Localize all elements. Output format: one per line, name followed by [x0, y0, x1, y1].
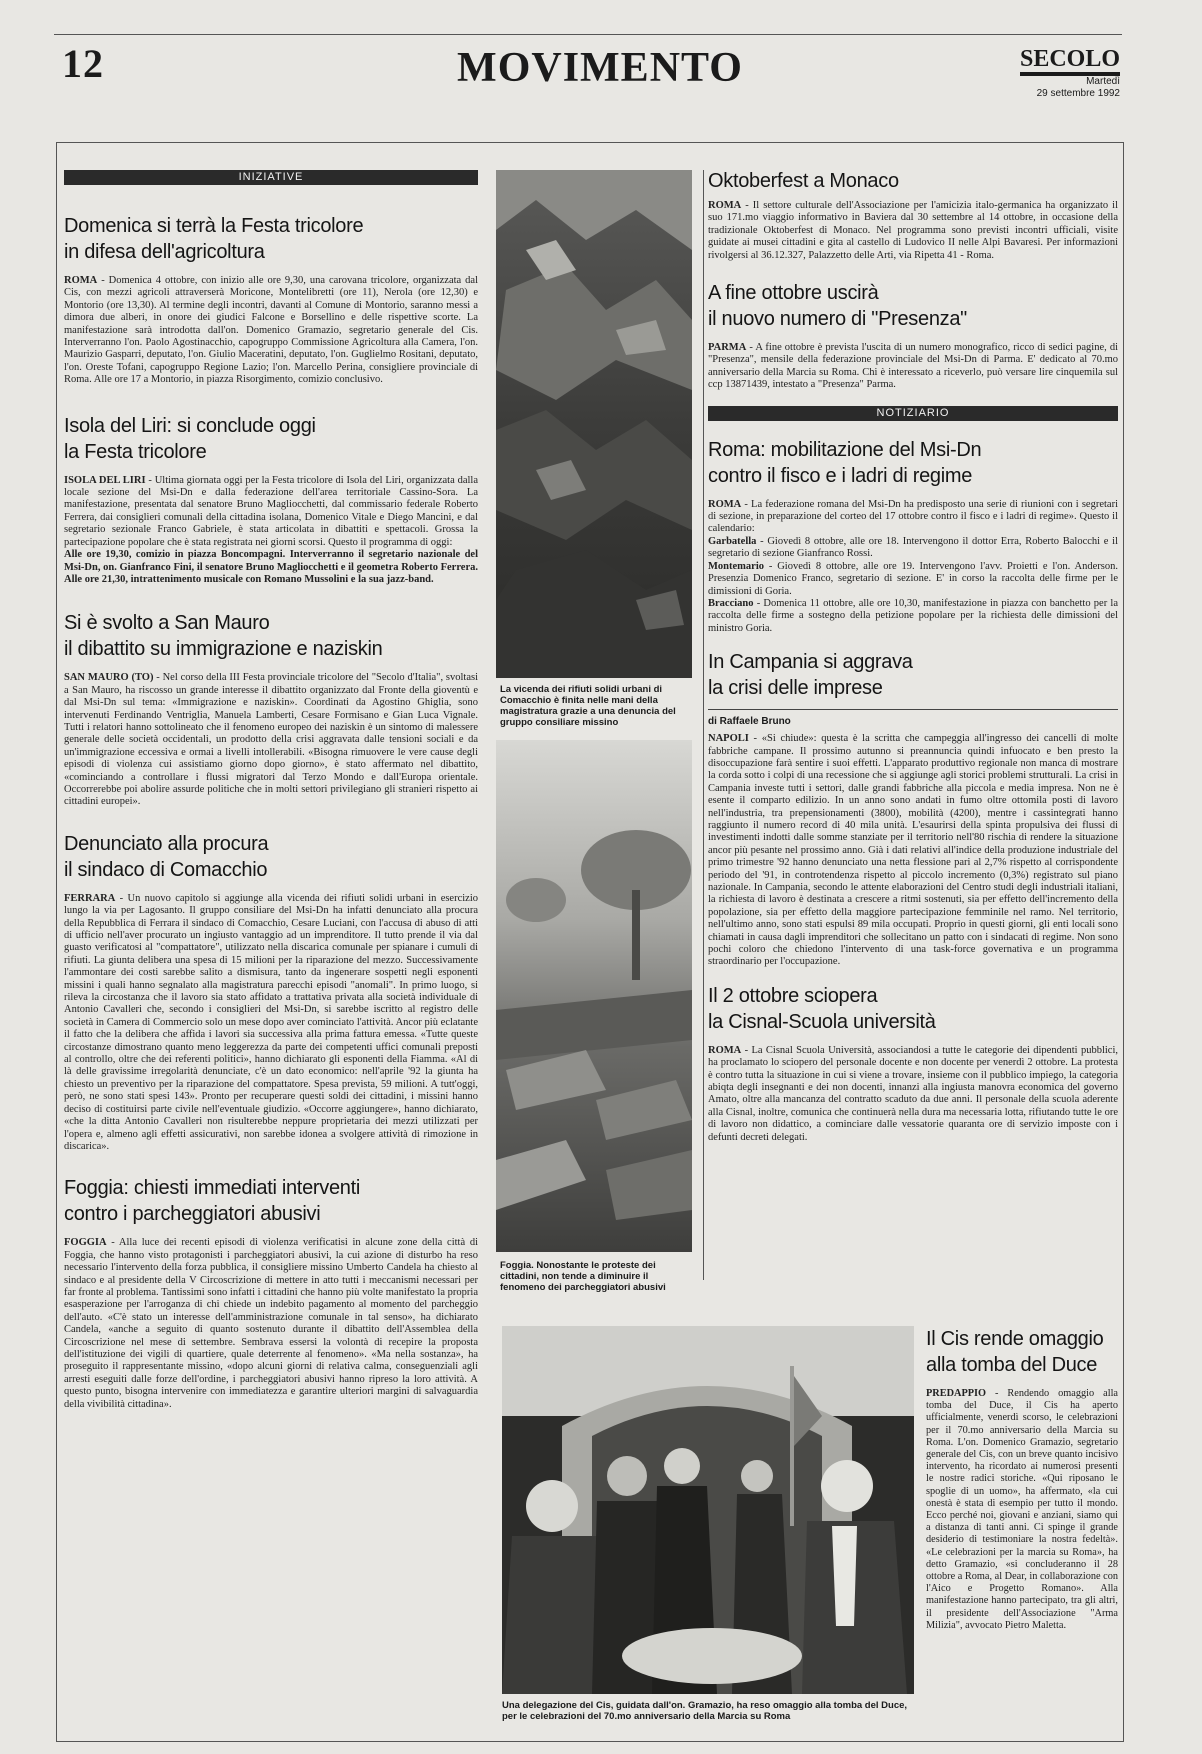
- headline-line-1: Isola del Liri: si conclude oggi: [64, 414, 316, 437]
- section-bar-notiziario: NOTIZIARIO: [708, 406, 1118, 421]
- article-body: [64, 672, 478, 808]
- article-body: [708, 1045, 1118, 1144]
- body-text: - Domenica 4 ottobre, con inizio alle ore 9,30, una carovana tricolore, organizzata dal Cis, con mezzi agricoli attraverserà Moricone, Montelibretti (ore 11), Nerola (ore 12,30) e Montorio (ore 13,30). Al termine degli incontri, davanti al Comune di Montorio, saranno messi a dimora due alberi, in onore dei giudici Falcone e Borsellino e delle rispettive scorte. La manifestazione sarà introdotta dall'on. Domenico Gramazio, segretario generale del Cis. Interverranno l'on. Paolo Agostinacchio, capogruppo Commissione Agricoltura alla Camera, l'on. Maurizio Gasparri, deputato, l'on. Giulio Maceratini, deputato, l'on. Guglielmo Rositani, deputato, l'on. Oreste Tofani, capogruppo Regione Lazio; l'on. Marcello Perina, consigliere provinciale di Roma. Alle ore 17 a Montorio, in piazza Risorgimento, comizio conclusivo.: [64, 275, 478, 386]
- article-body: [64, 893, 478, 1154]
- photo-cis-tomba-duce: [502, 1326, 914, 1694]
- headline-line-2: la Cisnal-Scuola università: [708, 1010, 936, 1033]
- dateline: FERRARA: [64, 892, 116, 904]
- article-oktoberfest: [708, 168, 1118, 262]
- headline: [64, 1175, 478, 1227]
- body-text: - «Si chiude»: questa è la scritta che campeggia all'ingresso dei cancelli di molte fabbriche campane. Il prossimo autunno si preannuncia quindi infuocato e ben presto la disoccupazione farà sentire i suoi effetti. L'apparato produttivo regionale non manca di mostrare la corda sotto i colpi di una recessione che si aggiunge agli storici problemi strutturali. La crisi in Campania investe tutti i settori, dalle grandi fabbriche alla piccola e media impresa. Non ne è esente il comparto edilizio. In un anno sono andati in fumo oltre ottomila posti di lavoro nell'industria, tra prepensionamenti (3800), mobilità (4200), mentre i cassintegrati hanno raggiunto il numero record di 40 mila unità. L'esaurirsi della spinta propulsiva dei flussi di investimenti indotti dalle somme stanziate per il territorio nell'80 rischia di rendere la situazione ancor più pesante nel prossimo anno. Già i dati relativi all'indice della produzione industriale del primo trimestre '92 hanno denunciato una netta flessione pari al 2,7% rispetto al corrispondente periodo del '91, in controtendenza rispetto al piccolo incremento (0,3%) registrato sul piano nazionale. In Campania, secondo le attente elaborazioni del Centro studi degli industriali italiani, la richiesta di lavoro è destinata a crescere a ritmi sostenuti, sia per effetto dell'incremento della popolazione, sia per effetto della maggiore partecipazione femminile nel ramo. Nel territorio, nell'ultimo anno, sono stati espulsi 89 mila occupati. Proprio in questi giorni, gli enti locali sono chiamati in causa dagli imprenditori che sollecitano un patto con i sindacati di regime. Non sono pochi coloro che chiedono l'intervento di una task-force governativa e un programma straordinario per l'occupazione.: [708, 733, 1118, 968]
- headline-line-2: contro i parcheggiatori abusivi: [64, 1203, 321, 1226]
- headline-line-2: contro il fisco e i ladri di regime: [708, 464, 973, 487]
- headline-line-1: Il 2 ottobre sciopera: [708, 984, 878, 1007]
- caption-rifiuti: La vicenda dei rifiuti solidi urbani di Comacchio è finita nelle mani della magistratura grazie a una denuncia del gruppo consiliare missino: [500, 684, 676, 728]
- dateline: FOGGIA: [64, 1237, 107, 1249]
- column-divider: [703, 170, 704, 1280]
- headline-line-2: la Festa tricolore: [64, 440, 207, 463]
- body-text: - La federazione romana del Msi-Dn ha predisposto una serie di riunioni con i segretari di sezione, in preparazione del corteo del 17 ottobre contro il fisco e i ladri di regime». Questo il calendario:: [708, 498, 1118, 535]
- text-bracciano: - Domenica 11 ottobre, alle ore 10,30, manifestazione in piazza con banchetto per la raccolta delle firme a sostegno della petizione popolare per la richiesta delle dimissioni del ministro Goria.: [708, 597, 1118, 634]
- masthead-date: 29 settembre 1992: [1036, 88, 1120, 99]
- headline: [708, 983, 1118, 1035]
- headline: [708, 437, 1118, 489]
- label-bracciano: Bracciano: [708, 597, 754, 609]
- article-cisnal: [708, 983, 1118, 1144]
- body-text: - La Cisnal Scuola Università, associandosi a tutte le categorie dei dipendenti pubblici, ha proclamato lo sciopero del personale docente e non docente per venerdì 2 ottobre. La protesta è contro tutta la situazione in cui si viene a trovare, insieme con il pubblico impiego, la categoria abiqta degli insegnanti e dei non docenti, innanzi alla ingiusta manovra economica del governo Amato, oltre alla mancanza del contratto scaduto da due anni. Il personale della scuola aderente alla Cisnal, inoltre, comunica che continuerà nella dura ma necessaria lotta, rifiutando tutte le ore di lavoro non didattico, a cominciare dalle vessatorie quaranta ore di servizio imposte con i defunti decreti delegati.: [708, 1044, 1118, 1143]
- article-body: [64, 275, 478, 387]
- body-text: - Alla luce dei recenti episodi di violenza verificatisi in alcune zone della città di Foggia, che hanno visto protagonisti i parcheggiatori abusivi, la cui azione di disturbo ha reso necessario l'intervento della forza pubblica, il consigliere missino Umberto Candela ha chiesto al sindaco e al presidente della V Circoscrizione di mettere in atto tutti i meccanismi necessari per far fronte al problema. Tantissimi sono infatti i cittadini che hanno più volte manifestato la propria esasperazione per l'arroganza di chi chiede un indebito pagamento al momento del parcheggio dell'auto. «C'è stato un interesse dell'amministrazione comunale in tal senso», ha dichiarato Candela, «anche a seguito di quanto sostenuto durante il dibattito dell'Assemblea della Circoscrizione nel mese di settembre. Sembrava essersi la volontà di recepire la proposta dell'istituzione dei vigili di quartiere, quale deterrente al fenomeno». «Ma nella sostanza», ha proseguito il rappresentante missino, «dopo alcuni giorni di relativa calma, conseguenziali agli arresti eseguiti dalle forze dell'ordine, i parcheggiatori abusivi hanno ripreso la loro attività. A questo punto, bisogna intervenire con immediatezza e garantire ulteriori margini di salvaguardia della vivibilità cittadina».: [64, 1237, 478, 1410]
- body-text: - A fine ottobre è prevista l'uscita di un numero monografico, ricco di sedici pagine, di "Presenza", mensile della federazione provinciale del Msi-Dn di Parma. E' dedicato al 70.mo anniversario della Marcia su Roma. Chi è interessato a riceverlo, può versare lire cinquemila sul ccp 13871439, intestato a "Presenza" Parma.: [708, 342, 1118, 391]
- body-text: - Rendendo omaggio alla tomba del Duce, il Cis ha aperto ufficialmente, venerdì scorso, le celebrazioni per il 70.mo anniversario della Marcia su Roma. L'on. Domenico Gramazio, segretario generale del Cis, con un breve quanto incisivo intervento, ha ricordato ai numerosi presenti le nostre radici storiche. «Qui riposano le spoglie di un uomo», ha affermato, «la cui onestà è stata di esempio per tutto il mondo. Ecco perché noi, giovani e anziani, siamo qui a distanza di tanti anni. Ci spinge il grande desiderio di testimoniare la nostra fedeltà». «Le celebrazioni per la marcia su Roma», ha detto Gramazio, «si concluderanno il 28 ottobre a Roma, al Dear, in collaborazione con l'Aico e Progetto Romano». Alla manifestazione hanno partecipato, tra gli altri, il presidente dell'Associazione "Arma Milizia", avvocato Pietro Maletta.: [926, 1388, 1119, 1631]
- masthead-day: Martedì: [1086, 76, 1120, 87]
- headline: [708, 649, 1118, 701]
- headline-line-1: A fine ottobre uscirà: [708, 282, 879, 305]
- article-body: [708, 200, 1118, 262]
- article-mobilitazione: [708, 437, 1118, 635]
- article-body: [708, 342, 1118, 392]
- dateline: PARMA: [708, 342, 747, 354]
- headline-line-1: Domenica si terrà la Festa tricolore: [64, 215, 364, 237]
- article-body: [926, 1388, 1118, 1632]
- text-montemario: - Giovedì 8 ottobre, alle ore 19. Intervengono l'avv. Proietti e l'on. Anderson. Presenzia Domenico Franco, segretario di sezione. E' in corso la raccolta delle firme per le dimissioni di Goria.: [708, 560, 1118, 597]
- headline-line-1: Denunciato alla procura: [64, 832, 269, 855]
- article-festa-tricolore: [64, 213, 478, 387]
- dateline: ROMA: [708, 200, 742, 211]
- article-san-mauro: [64, 610, 478, 808]
- dateline: ISOLA DEL LIRI: [64, 474, 146, 486]
- byline: di Raffaele Bruno: [708, 709, 1118, 727]
- headline-line-1: In Campania si aggrava: [708, 651, 913, 674]
- headline-line-1: Il Cis rende omaggio: [926, 1328, 1104, 1350]
- body-text: - Ultima giornata oggi per la Festa tricolore di Isola del Liri, organizzata dalla locale sezione del Msi-Dn e dalla federazione dell'area territoriale Cassino-Sora. La manifestazione, presentata dal senatore Bruno Magliocchetti, dal commissario federale Roberto Ferrera, dai consiglieri comunali della cittadina isolana, Domenico Vitale e Diego Mancini, e dal segretario sezionale Franco Gabriele, è stata articolata in dibattiti e spettacoli. Grossa la partecipazione popolare che è stata registrata nei giorni scorsi. Questo il programma di oggi:: [64, 474, 478, 548]
- parking-photo-image: [496, 740, 692, 1252]
- body-text: - Il settore culturale dell'Associazione per l'amicizia italo-germanica ha organizzato il suo 171.mo viaggio informativo in Baviera dal 30 settembre al 14 ottobre, in occasione della tradizionale Oktoberfest di Monaco. Nel programma sono previsti incontri ufficiali, visite guidate ai musei cittadini e gita al castello di Ludovico II nelle Alpi Bavaresi. Per informazioni rivolgersi al 36.12.327, Palazzetto delle Arti, via Ripetta 41 - Roma.: [708, 200, 1118, 261]
- dateline: SAN MAURO (TO): [64, 672, 154, 684]
- headline-line-2: alla tomba del Duce: [926, 1354, 1098, 1376]
- article-body: [708, 733, 1118, 969]
- rubbish-photo-image: [496, 170, 692, 678]
- masthead-logo: SECOLO: [1020, 46, 1120, 76]
- photo-parcheggiatori: [496, 740, 692, 1252]
- header-top-rule: [54, 34, 1122, 35]
- right-column: [708, 168, 1118, 1144]
- headline-line-1: Foggia: chiesti immediati interventi: [64, 1177, 360, 1200]
- article-comacchio: [64, 831, 478, 1154]
- body-text-bold: Alle ore 19,30, comizio in piazza Boncompagni. Interverranno il segretario nazionale del Msi-Dn, on. Gianfranco Fini, il senatore Bruno Magliocchetti e il geometra Roberto Ferrera. Alle ore 21,30, intrattenimento musicale con Romano Mussolini e la sua jazz-band.: [64, 549, 478, 585]
- left-column: [64, 170, 478, 1411]
- article-body: [708, 499, 1118, 635]
- article-foggia: [64, 1175, 478, 1411]
- tomb-photo-image: [502, 1326, 914, 1694]
- article-body: [64, 475, 478, 587]
- dateline: ROMA: [64, 275, 98, 286]
- article-cis-omaggio: [926, 1326, 1118, 1632]
- headline: [64, 213, 478, 265]
- body-text: - Nel corso della III Festa provinciale tricolore del "Secolo d'Italia", svoltasi a San Mauro, ha riscosso un grande interesse il dibattito organizzato dal Fronte della gioventù e dal Msi-Dn sul tema: «Immigrazione e naziskin». Coordinati da Agostino Ghiglia, sono intervenuti Ferdinando Ventriglia, Manuela Lamberti, Cesare Formisano e Gian Luca Vignale. Tutti i relatori hanno sottolineato che il fenomeno europeo dei naziskin è un sintomo di malessere generale delle società occidentali, un prodotto della crisi aggravata dalle tensioni sociali e da un'immigrazione eccessiva e ormai a livelli intollerabili. «Bisogna rimuovere le vere cause degli episodi di violenza cui assistiamo giorno dopo giorno», è stato affermato nel dibattito, «cominciando a controllare i flussi migratori dal Terzo Mondo e dall'Europa orientale. Occorrerebbe poi abolire assurde politiche che in molti settori privilegiano gli stranieri rispetto ai cittadini europei».: [64, 672, 478, 808]
- dateline: ROMA: [708, 498, 742, 510]
- headline-line-2: in difesa dell'agricoltura: [64, 241, 265, 263]
- article-body: [64, 1237, 478, 1411]
- dateline: PREDAPPIO: [926, 1388, 987, 1399]
- headline-line-2: il dibattito su immigrazione e naziskin: [64, 638, 383, 661]
- page-number: 12: [62, 41, 104, 86]
- label-montemario: Montemario: [708, 560, 764, 572]
- caption-parcheggiatori: Foggia. Nonostante le proteste dei cittadini, non tende a diminuire il fenomeno dei parcheggiatori abusivi: [500, 1260, 666, 1293]
- headline-line-2: il sindaco di Comacchio: [64, 858, 268, 881]
- article-isola-del-liri: [64, 413, 478, 587]
- label-garbatella: Garbatella: [708, 535, 757, 547]
- headline: Oktoberfest a Monaco: [708, 170, 899, 192]
- caption-cis-tomba: Una delegazione del Cis, guidata dall'on. Gramazio, ha reso omaggio alla tomba del Duce, per le celebrazioni del 70.mo anniversario della Marcia su Roma: [502, 1700, 908, 1722]
- article-campania: [708, 649, 1118, 969]
- dateline: NAPOLI: [708, 733, 749, 745]
- section-bar-iniziative: INIZIATIVE: [64, 170, 478, 185]
- headline: [64, 610, 478, 662]
- dateline: ROMA: [708, 1044, 742, 1056]
- text-garbatella: - Giovedì 8 ottobre, alle ore 18. Intervengono il dottor Erra, Roberto Balocchi e il segretario di sezione Gianfranco Rossi.: [708, 535, 1118, 560]
- headline: [926, 1326, 1118, 1378]
- headline-line-1: Si è svolto a San Mauro: [64, 612, 270, 635]
- headline-line-1: Roma: mobilitazione del Msi-Dn: [708, 438, 982, 461]
- body-text: - Un nuovo capitolo si aggiunge alla vicenda dei rifiuti solidi urbani in esercizio lungo la via per Lagosanto. Il gruppo consiliare del Msi-Dn ha infatti denunciato alla procura della Repubblica di Ferrara il sindaco di Comacchio, Cesare Luciani, con l'accusa di abuso di atti di ufficio nell'aver procurato un ingiusto vantaggio ad un imprenditore. Il tutto prende il via dal guasto verificatosi al "compattatore", utilizzato nella discarica comunale per spianare i cumuli di rifiuti. La giunta delibera una spesa di 15 milioni per la riparazione del mezzo. Successivamente l'ammontare dei costi sarebbe salito a dismisura, tanto da ingenerare sospetti negli esponenti missini i quali hanno segnalato alla magistratura parecchi episodi "anomali". In primo luogo, si rileva la circostanza che il lavoro sia stato affidato a trattativa privata alla società individuale di Antonio Cavalleri che, secondo i consiglieri del Msi-Dn, si sarebbe iscritto al registro delle società in Camera di Commercio solo un mese dopo aver cominciato l'attività. Ancor più eclatante il fatto che la delibera che affida i lavori sia successiva alla prima fattura emessa. «Tutte queste circostanze dimostrano quanto meno leggerezza da parte dei competenti uffici comunali preposti al controllo, oltre che dei referenti politici», hanno dichiarato gli esponenti della Fiamma. «Al di là delle gravissime irregolarità denunciate, c'è un dato economico: nell'aprile '92 la giunta ha chiesto un preventivo per la riparazione del compattatore. Spesa prevista, 59 milioni. A tutt'oggi, però, ne sono stati spesi 143». Pronto per recuperare questi soldi dei cittadini, i missini hanno deciso di costituirsi parte civile nell'eventuale giudizio. «Occorre aggiungere», hanno dichiarato, «che la ditta Antonio Cavalleri non risulterebbe neppure proprietaria dei mezzi utilizzati per l'opera e, almeno agli effetti assicurativi, non sarebbe idonea a svolgere attività di rimozione in discarica».: [64, 892, 478, 1152]
- headline: [64, 413, 478, 465]
- headline-line-2: il nuovo numero di "Presenza": [708, 308, 967, 331]
- photo-rifiuti-comacchio: [496, 170, 692, 678]
- headline: [708, 280, 1118, 332]
- masthead: [1010, 46, 1120, 100]
- headline-line-2: la crisi delle imprese: [708, 677, 883, 700]
- headline: [64, 831, 478, 883]
- section-title: MOVIMENTO: [457, 45, 743, 91]
- article-presenza: [708, 280, 1118, 392]
